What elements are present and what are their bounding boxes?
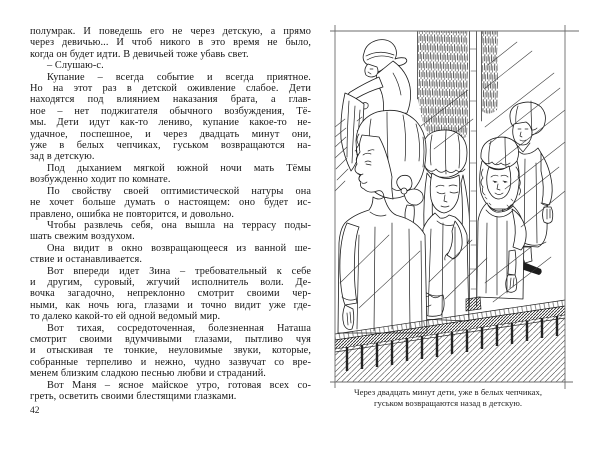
text-line: Вот тихая, сосредоточенная, болезненная Наташа: [47, 322, 311, 334]
text-line: По свойству своей оптимистической натуры она: [47, 185, 311, 197]
text-line: Купание – всегда событие и всегда приятное.: [47, 71, 311, 83]
text-line: то далеко какой-то ей одной ве́домый мир.: [30, 311, 221, 323]
text-line: и отыскивая те тонкие, неуловимые звуки, которые,: [30, 345, 311, 357]
illustration-caption: [331, 387, 565, 409]
text-line: смотрит своими вдумчивыми глазами, пытливо чуя: [30, 333, 311, 345]
text-line: зад в детскую.: [30, 151, 95, 163]
text-line: правлено, ошибка не повторится, и довольно.: [30, 208, 235, 220]
illustration-drawing: [327, 23, 579, 391]
text-line: Вот Маня – ясное майское утро, готовая всех со-: [47, 379, 311, 391]
text-line: через девичью... И чтоб никого в это время не было,: [30, 37, 311, 49]
illustration: [327, 23, 579, 391]
text-line: и другим, суровый, жгучий исполнитель воли. Де-: [30, 276, 311, 288]
text-line: удачное, поспешное, и через двадцать минут они,: [30, 128, 311, 140]
text-line: шать свежим воздухом.: [30, 231, 135, 243]
text-line: Вот впереди идет Зина – требовательный к себе: [47, 265, 311, 277]
text-line: ствие и останавливается.: [30, 254, 143, 266]
text-line: ное – нет поджигателя обычного возбуждения, Тё-: [30, 105, 311, 117]
caption-line-2: гуськом возвращаются назад в детскую.: [373, 398, 523, 408]
text-line: – Слушаю-с.: [47, 60, 104, 72]
text-line: Она видит в окно возвращающееся из ванной ше-: [47, 242, 311, 254]
text-line: полумрак. И поведешь его не через детскую, а прямо: [30, 26, 311, 37]
caption-line-1: Через двадцать минут дети, уже в белых чепчиках,: [353, 387, 543, 397]
text-line: возбужденно ходит по комнате.: [30, 174, 171, 186]
text-line: уже в белых чепчиках, гуськом возвращаются на-: [30, 140, 311, 152]
text-line: Под дыханием мягкой южной ночи мать Тёмы: [47, 162, 311, 174]
text-line: Но на этот раз в детской оживление слабое. Дети: [30, 83, 311, 95]
text-line: не хочет больше думать о настоящем: оно будет ис-: [30, 197, 311, 209]
text-line: Чтобы развлечь себя, она вышла на террасу поды-: [47, 219, 311, 231]
page-number: 42: [30, 406, 40, 416]
text-line: когда он будет идти. В девичьей тоже убавь свет.: [30, 48, 249, 60]
text-line: ными, как ночь юга, глазами и точно видит уже где-: [30, 299, 311, 311]
text-line: находятся под влиянием наказания брата, а глав-: [30, 94, 311, 106]
text-line: менем близким сладкою песнью любви и страданий.: [30, 368, 266, 380]
text-line: собранные терпеливо и нежно, чудно зазвучат со вре-: [30, 356, 311, 368]
text-line: греть, осветить своими блестящими глазками.: [30, 391, 237, 402]
text-line: мы. Дети идут как-то лениво, купание какое-то не-: [30, 117, 311, 129]
text-line: вочка загадочно, непреклонно смотрит своими чер-: [30, 288, 311, 300]
text-column: [30, 26, 311, 402]
